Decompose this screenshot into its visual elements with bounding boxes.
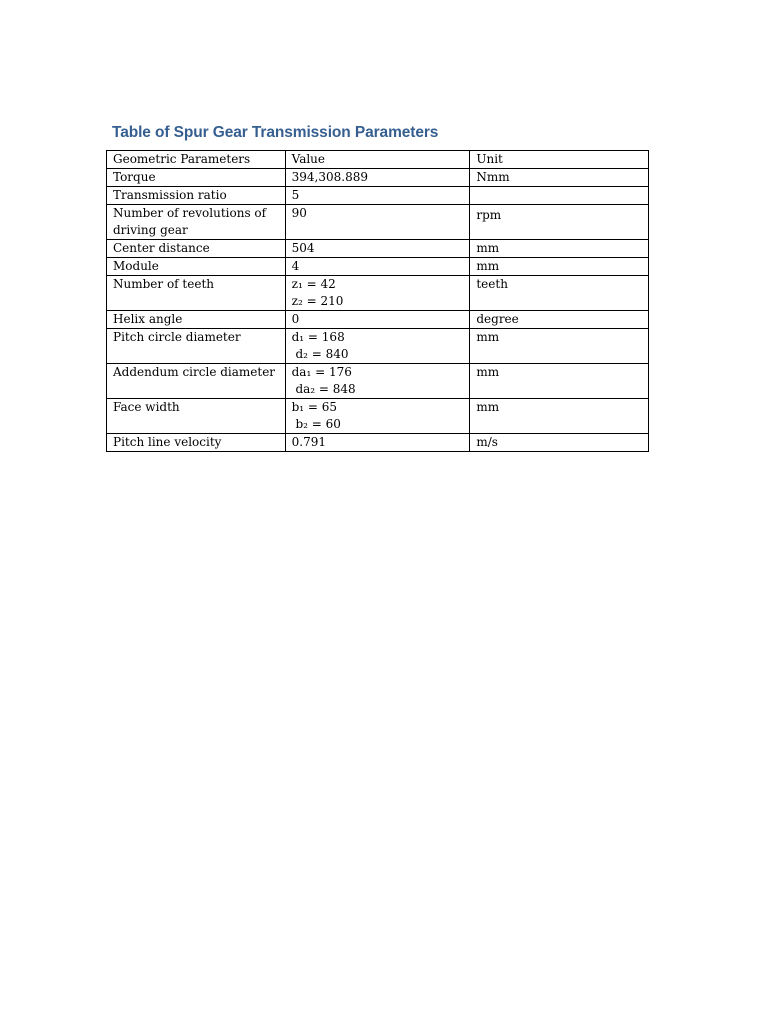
unit-text: degree xyxy=(476,312,519,326)
value-cell xyxy=(285,276,470,311)
value-text: z₁ = 42 xyxy=(291,277,336,291)
parameter-cell xyxy=(107,205,286,240)
table-header-row xyxy=(107,151,649,169)
header-value: Value xyxy=(285,151,470,169)
unit-text: mm xyxy=(476,241,500,255)
unit-cell xyxy=(470,329,649,364)
value-cell xyxy=(285,258,470,276)
parameter-text: Addendum circle diameter xyxy=(113,365,276,379)
parameter-text: Pitch line velocity xyxy=(113,435,222,449)
parameter-text: Pitch circle diameter xyxy=(113,330,241,344)
value-cell xyxy=(285,329,470,364)
unit-text: mm xyxy=(476,365,500,379)
table-row xyxy=(107,311,649,329)
table-row xyxy=(107,187,649,205)
document-title: Table of Spur Gear Transmission Parameters xyxy=(112,124,439,141)
unit-text: rpm xyxy=(476,208,502,222)
unit-text: mm xyxy=(476,400,500,414)
parameter-text: Number of teeth xyxy=(113,277,214,291)
table-row xyxy=(107,258,649,276)
table-row xyxy=(107,169,649,187)
parameter-text: Transmission ratio xyxy=(113,188,227,202)
header-unit: Unit xyxy=(470,151,649,169)
table-row xyxy=(107,205,649,240)
unit-text: mm xyxy=(476,259,500,273)
value-text: b₂ = 60 xyxy=(291,417,341,431)
unit-cell xyxy=(470,399,649,434)
table-row xyxy=(107,329,649,364)
parameter-text: Helix angle xyxy=(113,312,183,326)
table-row xyxy=(107,399,649,434)
parameter-text: Torque xyxy=(113,170,156,184)
value-text: 5 xyxy=(291,188,300,202)
value-text: d₁ = 168 xyxy=(291,330,345,344)
gear-parameters-table xyxy=(106,150,649,452)
unit-cell xyxy=(470,240,649,258)
value-cell xyxy=(285,205,470,240)
table-row xyxy=(107,240,649,258)
unit-text: mm xyxy=(476,330,500,344)
value-cell xyxy=(285,399,470,434)
parameter-cell xyxy=(107,169,286,187)
unit-cell xyxy=(470,205,649,240)
value-text: d₂ = 840 xyxy=(291,347,349,361)
unit-cell xyxy=(470,364,649,399)
parameter-cell xyxy=(107,276,286,311)
value-cell xyxy=(285,240,470,258)
table-row xyxy=(107,364,649,399)
value-text: 0.791 xyxy=(291,435,326,449)
parameter-cell xyxy=(107,399,286,434)
header-parameter: Geometric Parameters xyxy=(107,151,286,169)
unit-cell xyxy=(470,311,649,329)
value-text: da₁ = 176 xyxy=(291,365,352,379)
unit-text xyxy=(476,187,642,204)
value-cell xyxy=(285,364,470,399)
value-text: 0 xyxy=(291,312,300,326)
value-text: 394,308.889 xyxy=(291,170,368,184)
parameter-text: Center distance xyxy=(113,241,210,255)
parameter-text: Module xyxy=(113,259,159,273)
value-text: da₂ = 848 xyxy=(291,382,356,396)
parameter-text: driving gear xyxy=(113,223,188,237)
value-cell xyxy=(285,169,470,187)
parameter-cell xyxy=(107,240,286,258)
value-text: b₁ = 65 xyxy=(291,400,338,414)
value-cell xyxy=(285,311,470,329)
value-cell xyxy=(285,187,470,205)
parameter-cell xyxy=(107,364,286,399)
parameter-cell xyxy=(107,311,286,329)
value-cell xyxy=(285,434,470,452)
parameter-text: Number of revolutions of xyxy=(113,206,267,220)
unit-cell xyxy=(470,187,649,205)
unit-cell xyxy=(470,434,649,452)
unit-cell xyxy=(470,258,649,276)
value-text: 4 xyxy=(291,259,300,273)
parameter-cell xyxy=(107,434,286,452)
parameter-cell xyxy=(107,329,286,364)
unit-text: m/s xyxy=(476,435,498,449)
parameter-text: Face width xyxy=(113,400,180,414)
value-text: z₂ = 210 xyxy=(291,294,344,308)
unit-cell xyxy=(470,276,649,311)
unit-text: teeth xyxy=(476,277,508,291)
unit-text: Nmm xyxy=(476,170,510,184)
table-row xyxy=(107,434,649,452)
table-row xyxy=(107,276,649,311)
unit-cell xyxy=(470,169,649,187)
value-text: 90 xyxy=(291,206,307,220)
parameter-cell xyxy=(107,258,286,276)
value-text: 504 xyxy=(291,241,315,255)
parameter-cell xyxy=(107,187,286,205)
